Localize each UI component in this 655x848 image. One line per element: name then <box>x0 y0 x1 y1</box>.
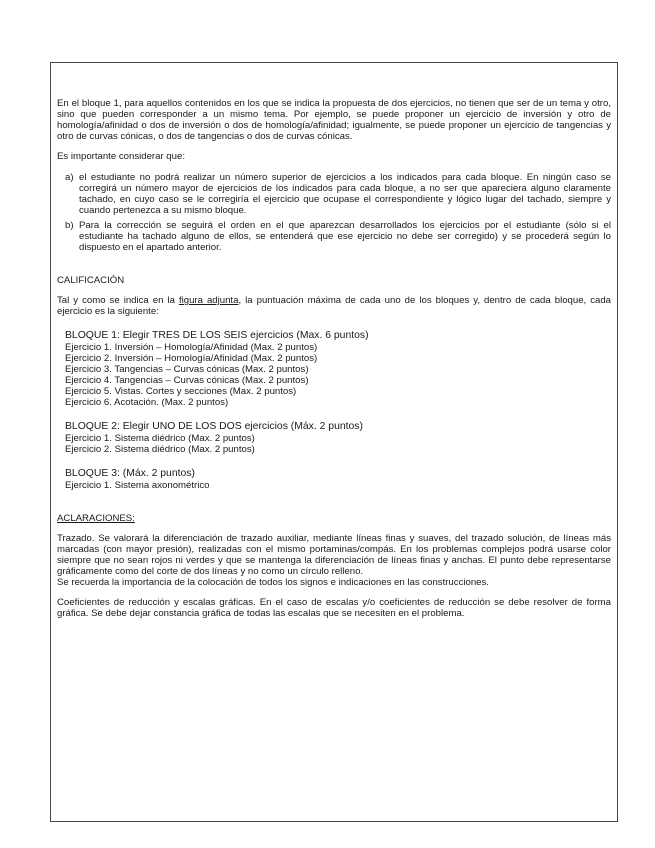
conditions-list <box>57 172 611 253</box>
aclaraciones-heading: ACLARACIONES: <box>57 513 135 524</box>
bloque-title: BLOQUE 2: Elegir UNO DE LOS DOS ejercicios (Máx. 2 puntos) <box>65 421 363 432</box>
list-text: Para la corrección se seguirá el orden en el que aparezcan desarrollados los ejercicios por el estudiante (sólo si el estudiante ha tachado alguno de ellos, se entenderá que ese ejercicio no debe ser corregido) y se procederá según lo dispuesto en el apartado anterior. <box>79 220 611 253</box>
calificacion-text-after: , la puntuación máxima de cada uno de los bloques y, dentro de cada bloque, cada ejercicio es la siguiente: <box>57 295 612 317</box>
list-item <box>57 220 611 253</box>
bloque-2 <box>57 420 611 455</box>
bloque-item: Ejercicio 2. Sistema diédrico (Max. 2 puntos) <box>65 444 255 455</box>
bloque-item: Ejercicio 1. Inversión – Homología/Afinidad (Max. 2 puntos) <box>65 342 318 353</box>
bloque-title: BLOQUE 3: (Máx. 2 puntos) <box>65 468 195 479</box>
calificacion-heading: CALIFICACIÓN <box>57 275 125 286</box>
list-item <box>57 172 611 216</box>
bloque-3 <box>57 467 611 491</box>
bloque-item: Ejercicio 1. Sistema diédrico (Max. 2 puntos) <box>65 433 255 444</box>
bloque-item: Ejercicio 1. Sistema axonométrico <box>65 480 210 491</box>
trazado-paragraph: Trazado. Se valorará la diferenciación de trazado auxiliar, mediante líneas finas y suaves, del trazado solución, de líneas más marcadas (con mayor presión), realizadas con el mismo portaminas/compás. En los problemas complejos podrá usarse color siempre que no sean rojos ni verdes y que se mantenga la diferenciación de líneas finas y anchas. El punto debe representarse gráficamente como del corte de dos líneas y no como un círculo relleno. <box>57 533 611 577</box>
intro-paragraph: En el bloque 1, para aquellos contenidos en los que se indica la propuesta de dos ejercicios, no tienen que ser de un tema y otro, sino que pueden corresponder a un mismo tema. Por ejemplo, se puede proponer un ejercicio de inversión y otro de homología/afinidad o dos de inversión o dos de homología/afinidad; igualmente, se puede proponer un ejercicio de tangencias y otro de curvas cónicas, o dos de tangencias o dos de curvas cónicas. <box>57 98 611 142</box>
bloque-item: Ejercicio 6. Acotación. (Max. 2 puntos) <box>65 397 229 408</box>
signos-paragraph: Se recuerda la importancia de la colocación de todos los signos e indicaciones en las construcciones. <box>57 577 489 588</box>
bloque-item: Ejercicio 4. Tangencias – Curvas cónicas (Max. 2 puntos) <box>65 375 309 386</box>
list-marker: a) <box>65 172 74 183</box>
list-marker: b) <box>65 220 74 231</box>
document-frame <box>50 62 618 822</box>
calificacion-text-before: Tal y como se indica en la <box>57 295 179 306</box>
calificacion-paragraph <box>57 295 611 317</box>
bloque-item: Ejercicio 5. Vistas. Cortes y secciones (Max. 2 puntos) <box>65 386 297 397</box>
list-text: el estudiante no podrá realizar un número superior de ejercicios a los indicados para cada bloque. En ningún caso se corregirá un número mayor de ejercicios de los indicados para cada bloque, a no ser que apareciera alguno claramente tachado, en cuyo caso se le corregiría el ejercicio que ocupase el correspondiente y lógico lugar del tachado, siempre y cuando pertenezca a su mismo bloque. <box>79 172 611 216</box>
bloque-item: Ejercicio 3. Tangencias – Curvas cónicas (Max. 2 puntos) <box>65 364 309 375</box>
coeficientes-paragraph: Coeficientes de reducción y escalas gráficas. En el caso de escalas y/o coeficientes de reducción se debe resolver de forma gráfica. Se debe dejar constancia gráfica de todas las escalas que se necesiten en el problema. <box>57 597 611 619</box>
bloque-title: BLOQUE 1: Elegir TRES DE LOS SEIS ejercicios (Max. 6 puntos) <box>65 330 369 341</box>
intro-note: Es importante considerar que: <box>57 151 185 162</box>
figura-adjunta-link[interactable]: figura adjunta <box>178 295 239 306</box>
bloque-1 <box>57 329 611 408</box>
bloque-item: Ejercicio 2. Inversión – Homología/Afinidad (Max. 2 puntos) <box>65 353 318 364</box>
